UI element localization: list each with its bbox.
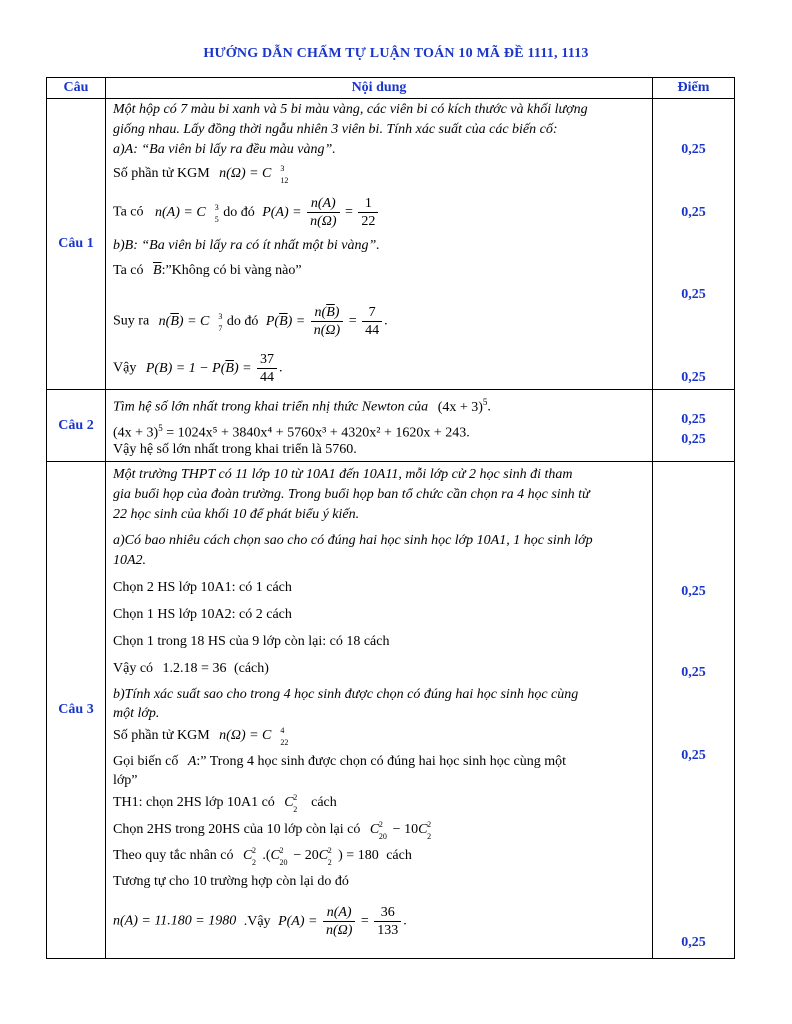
text-fragment: TH1: chọn 2HS lớp 10A1 có bbox=[113, 795, 275, 810]
point-value: 0,25 bbox=[681, 142, 706, 157]
text-fragment: Gọi biến cố bbox=[113, 754, 179, 769]
table-row-cau-1 bbox=[47, 99, 735, 390]
cau-3-points bbox=[653, 462, 735, 959]
point-value: 0,25 bbox=[681, 935, 706, 950]
text-fragment: Số phần tử KGM bbox=[113, 728, 210, 743]
point-value: 0,25 bbox=[681, 412, 706, 427]
text-line bbox=[113, 164, 289, 185]
text-line: n(A) = 11.180 = 1980 .Vậy P(A) = $\frac{n(A)}{n(\Omega)}$ = $\frac{36}{133}$ . bbox=[113, 905, 407, 938]
text-line: Vậy hệ số lớn nhất trong khai triển là 5760. bbox=[113, 442, 357, 457]
fraction: $\frac{n(A)}{n(\Omega)}$ bbox=[323, 904, 355, 939]
grading-table bbox=[46, 77, 735, 959]
point-value: 0,25 bbox=[681, 370, 706, 385]
text-line: Chọn 2HS trong 20HS của 10 lớp còn lại có C 2 20 − 10C 2 2 bbox=[113, 820, 432, 841]
text-line: Một hộp có 7 màu bi xanh và 5 bi màu vàng, các viên bi có kích thước và khối lượng bbox=[113, 102, 588, 117]
text-line: b)Tính xác suất sao cho trong 4 học sinh được chọn có đúng hai học sinh học cùng bbox=[113, 687, 579, 702]
cau-3-label: Câu 3 bbox=[47, 462, 106, 959]
point-value: 0,25 bbox=[681, 748, 706, 763]
text-fragment: Tìm hệ số lớn nhất trong khai triển nhị thức Newton của bbox=[113, 399, 429, 415]
math-expr: = 180 bbox=[346, 848, 379, 863]
text-line: Tương tự cho 10 trường hợp còn lại do đó bbox=[113, 874, 349, 889]
point-value: 0,25 bbox=[681, 432, 706, 447]
text-line: Vậy $P(B) = 1 - P(\overline{B})$ = $\frac{37}{44}$ . bbox=[113, 352, 283, 385]
text-fragment: Ta có bbox=[113, 263, 144, 278]
cau-2-label: Câu 2 bbox=[47, 390, 106, 462]
text-line: Một trường THPT có 11 lớp 10 từ 10A1 đến 10A11, mỗi lớp cử 2 học sinh đi tham bbox=[113, 467, 573, 482]
table-row-cau-2 bbox=[47, 390, 735, 462]
text-line: Ta có n(A) = C 3 5 do đó P(A) = $\frac{n(A)}{n(\Omega)}$ = $\frac{1}{22}$ bbox=[113, 195, 380, 230]
text-fragment: cách bbox=[311, 795, 337, 810]
text-fragment: Ta có bbox=[113, 204, 144, 220]
header-cau: Câu bbox=[47, 78, 106, 99]
cau-3-content bbox=[106, 462, 653, 959]
text-line: Chọn 1 trong 18 HS của 9 lớp còn lại: có 18 cách bbox=[113, 634, 390, 649]
text-line: a)Có bao nhiêu cách chọn sao cho có đúng hai học sinh học lớp 10A1, 1 học sinh lớp bbox=[113, 533, 593, 548]
math-expr: 1.2.18 = 36 bbox=[162, 661, 227, 676]
cau-1-points bbox=[653, 99, 735, 390]
text-line: Suy ra $n(\overline{B}) = C$ 3 7 do đó $P(\overline{B})$ = $\frac{n(\overline{B})}{n(\Omega)}$ = $\frac{7}{44}$ . bbox=[113, 305, 388, 338]
text-fragment: Vậy có bbox=[113, 661, 154, 676]
text-line: Ta có $\overline{B}:”Không$ có bi vàng nào” bbox=[113, 263, 302, 278]
text-line: 22 học sinh của khối 10 để phát biểu ý kiến. bbox=[113, 507, 360, 522]
text-line: Số phần tử KGM n(Ω) = C 4 22 bbox=[113, 726, 289, 747]
text-fragment: (cách) bbox=[233, 661, 269, 676]
cau-1-label: Câu 1 bbox=[47, 99, 106, 390]
math-omega: n(Ω) = C bbox=[219, 166, 272, 181]
text-line: 10A2. bbox=[113, 553, 147, 568]
text-fragment: Vậy bbox=[113, 360, 137, 376]
text-line: b)B: “Ba viên bi lấy ra có ít nhất một bi vàng”. bbox=[113, 238, 380, 253]
text-line: lớp” bbox=[113, 773, 138, 788]
header-noidung: Nội dung bbox=[106, 78, 653, 99]
text-line: Gọi biến cố A:” Trong 4 học sinh được chọn có đúng hai học sinh học cùng một bbox=[113, 754, 567, 769]
cau-2-content bbox=[106, 390, 653, 462]
text-line: Tìm hệ số lớn nhất trong khai triển nhị thức Newton của $(4x + 3)^5$. bbox=[113, 397, 491, 415]
point-value: 0,25 bbox=[681, 205, 706, 220]
text-fragment: Theo quy tắc nhân có bbox=[113, 848, 234, 863]
text-line: TH1: chọn 2HS lớp 10A1 có C 2 2 cách bbox=[113, 793, 337, 814]
math-sub: 12 bbox=[280, 176, 289, 185]
text-line bbox=[113, 660, 269, 677]
document-title: HƯỚNG DẪN CHẤM TỰ LUẬN TOÁN 10 MÃ ĐỀ 1111, 1113 bbox=[203, 46, 589, 61]
text-line: một lớp. bbox=[113, 706, 160, 721]
point-value: 0,25 bbox=[681, 287, 706, 302]
text-fragment: Chọn 2HS trong 20HS của 10 lớp còn lại có bbox=[113, 822, 361, 837]
text-line: $(4x + 3)^5 = 1024x^5 + 3840x^4 + 5760x^3 + 4320x^2 + 1620x + 243$. bbox=[113, 423, 470, 441]
text-line: Chọn 2 HS lớp 10A1: có 1 cách bbox=[113, 580, 292, 595]
text-line: a)A: “Ba viên bi lấy ra đều màu vàng”. bbox=[113, 142, 336, 157]
text-fragment: do đó bbox=[223, 204, 255, 220]
table-header-row bbox=[47, 78, 735, 99]
fraction: $\frac{7}{44}$ bbox=[362, 304, 382, 339]
text-line: gia buổi họp của đoàn trường. Trong buổi họp ban tổ chức cần chọn ra 4 học sinh từ bbox=[113, 487, 590, 502]
text-fragment: do đó bbox=[226, 313, 259, 329]
fraction: $\frac{n(A)}{n(\Omega)}$ bbox=[307, 195, 339, 230]
fraction: $\frac{n(\overline{B})}{n(\Omega)}$ bbox=[311, 304, 343, 339]
fraction: $\frac{36}{133}$ bbox=[374, 904, 401, 939]
header-diem: Điểm bbox=[653, 78, 735, 99]
cau-1-content bbox=[106, 99, 653, 390]
text-fragment: :”Không có bi vàng nào” bbox=[161, 263, 302, 278]
cau-2-points bbox=[653, 390, 735, 462]
math-sup: 3 bbox=[280, 164, 285, 173]
point-value: 0,25 bbox=[681, 584, 706, 599]
text-line: Chọn 1 HS lớp 10A2: có 2 cách bbox=[113, 607, 292, 622]
fraction: $\frac{37}{44}$ bbox=[257, 351, 277, 386]
text-fragment: cách bbox=[386, 848, 412, 863]
fraction: $\frac{1}{22}$ bbox=[358, 195, 378, 230]
text-fragment: Suy ra bbox=[113, 313, 150, 329]
math-expr: n(A) = 11.180 = 1980 bbox=[113, 913, 237, 929]
point-value: 0,25 bbox=[681, 665, 706, 680]
math-expr: (4x + 3) bbox=[437, 399, 483, 415]
text-line: giống nhau. Lấy đồng thời ngẫu nhiên 3 viên bi. Tính xác suất của các biến cố: bbox=[113, 122, 558, 137]
text-fragment: Số phần tử KGM bbox=[113, 166, 210, 181]
text-fragment: :” Trong 4 học sinh được chọn có đúng hai học sinh học cùng một bbox=[196, 754, 567, 769]
table-row-cau-3 bbox=[47, 462, 735, 959]
text-line: Theo quy tắc nhân có C 2 2 .(C 2 20 − 20C 2 2 ) = 180 cách bbox=[113, 846, 412, 867]
text-fragment: .Vậy bbox=[243, 913, 271, 929]
math-expansion: = 1024x⁵ + 3840x⁴ + 5760x³ + 4320x² + 1620x + 243 bbox=[166, 425, 467, 441]
